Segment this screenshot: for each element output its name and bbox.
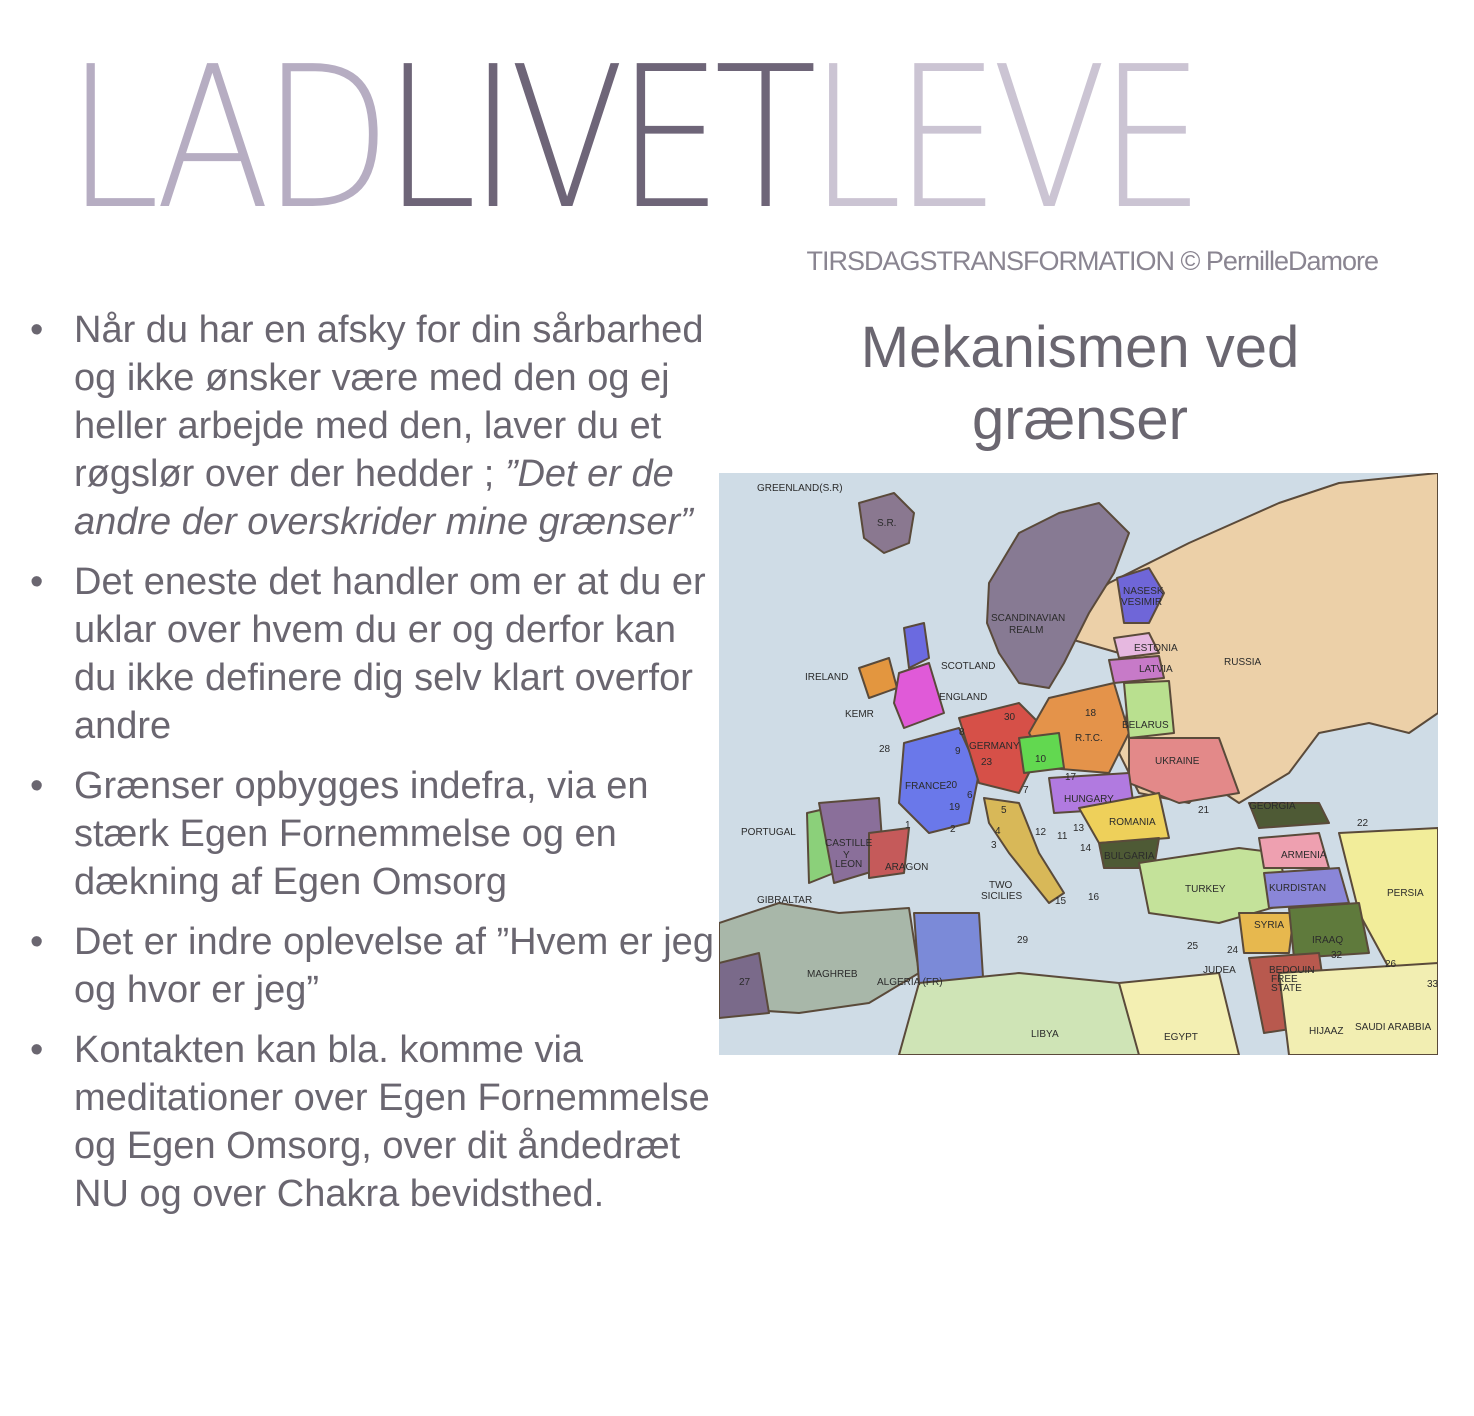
map-number: 20 (946, 780, 958, 791)
map-number: 1 (905, 820, 911, 831)
map-number: 13 (1073, 823, 1085, 834)
map-label: ENGLAND (939, 692, 988, 703)
bullet-dot: • (30, 1029, 44, 1071)
bullet-text: Grænser opbygges indefra, via en stærk Egen Fornemmelse og en dækning af Egen Omsorg (74, 765, 649, 903)
map-number: 9 (955, 746, 961, 757)
map-label: FREE (1271, 974, 1298, 985)
map-label: FRANCE (905, 781, 947, 792)
map-label: R.T.C. (1075, 733, 1103, 744)
region-iraaq (1289, 903, 1369, 958)
bullet-dot: • (30, 309, 44, 351)
map-label: IRELAND (805, 672, 849, 683)
bullet-item (30, 558, 720, 750)
map-number: 24 (1227, 945, 1239, 956)
map-number: 22 (1357, 818, 1369, 829)
logo-leve: LEVE (808, 25, 1197, 253)
bullet-dot: • (30, 765, 44, 807)
map-label: HIJAAZ (1309, 1026, 1344, 1037)
map-number: 29 (1017, 935, 1029, 946)
map-number: 8 (959, 727, 965, 738)
map-number: 18 (1085, 708, 1097, 719)
map-number: 19 (949, 802, 961, 813)
map-label: MAGHREB (807, 969, 858, 980)
map-label: LEON (835, 859, 863, 870)
region-syria (1239, 913, 1294, 953)
map-number: 4 (995, 826, 1001, 837)
map-label: SAUDI ARABBIA (1355, 1022, 1432, 1033)
map-number: 14 (1080, 843, 1092, 854)
map-number: 5 (1001, 805, 1007, 816)
region-bohemia (1019, 733, 1064, 773)
map-label: SCANDINAVIAN (991, 613, 1066, 624)
map-label: GEORGIA (1249, 801, 1296, 812)
map-label: ARAGON (885, 862, 929, 873)
map-number: 3 (991, 840, 997, 851)
map-label: GERMANY (969, 741, 1020, 752)
map-number: 11 (1057, 831, 1068, 842)
map-label: PORTUGAL (741, 827, 796, 838)
map-number: 27 (739, 977, 751, 988)
bullet-text: Det eneste det handler om er at du er uklar over hvem du er og derfor kan du ikke definere dig selv klart overfor andre (74, 561, 706, 747)
map-label: NASESK (1123, 586, 1164, 597)
map-label: GREENLAND(S.R) (757, 483, 843, 494)
map-number: 2 (950, 824, 956, 835)
map-number: 21 (1198, 805, 1210, 816)
map-label: SYRIA (1254, 920, 1285, 931)
bullet-dot: • (30, 921, 44, 963)
map-label: CASTILLE (825, 838, 873, 849)
bullet-item (30, 1026, 720, 1218)
logo-livet: LIVET (383, 25, 809, 253)
bullet-text: Det er indre oplevelse af ”Hvem er jeg og hvor er jeg” (74, 921, 714, 1011)
map-number: 23 (981, 757, 993, 768)
map-number: 12 (1035, 827, 1047, 838)
map-label: REALM (1009, 625, 1044, 636)
section-title: Mekanismen ved grænser (860, 315, 1300, 452)
map-label: ALGERIA (FR) (877, 977, 943, 988)
map-label: LIBYA (1031, 1029, 1059, 1040)
tagline: TIRSDAGSTRANSFORMATION © PernilleDamore (806, 246, 1378, 276)
bullet-dot: • (30, 561, 44, 603)
map-label: BELARUS (1122, 720, 1169, 731)
map-number: 17 (1065, 772, 1077, 783)
map-label: TURKEY (1185, 884, 1226, 895)
site-logo (66, 25, 1210, 253)
region-scotland (904, 623, 929, 668)
map-number: 16 (1088, 892, 1100, 903)
map-number: 30 (1004, 712, 1016, 723)
map-label: SICILIES (981, 891, 1023, 902)
map-number: 15 (1055, 896, 1067, 907)
bullet-text: Kontakten kan bla. komme via meditationer over Egen Fornemmelse og Egen Omsorg, over dit åndedræt NU og over Chakra bevidsthed. (74, 1029, 710, 1215)
map-label: Y (843, 850, 850, 861)
map-number: 28 (879, 744, 891, 755)
map-label: LATVIA (1139, 664, 1173, 675)
map-label: KEMR (845, 709, 874, 720)
map-label: SCOTLAND (941, 661, 996, 672)
map-label: BULGARIA (1104, 851, 1155, 862)
map-label: ARMENIA (1281, 850, 1327, 861)
map-label: KURDISTAN (1269, 883, 1327, 894)
europe-map (719, 473, 1438, 1055)
bullet-item (30, 762, 720, 906)
map-label: ROMANIA (1109, 817, 1156, 828)
map-label: HUNGARY (1064, 794, 1114, 805)
map-label: EGYPT (1164, 1032, 1198, 1043)
map-label: BEDOUIN (1269, 965, 1315, 976)
map-number: 6 (967, 790, 973, 801)
region-saudi (1279, 963, 1438, 1055)
map-label: RUSSIA (1224, 657, 1262, 668)
map-number: 10 (1035, 754, 1047, 765)
map-label: UKRAINE (1155, 756, 1200, 767)
map-number: 32 (1331, 950, 1343, 961)
region-ireland (859, 658, 897, 698)
bullet-list (30, 306, 720, 1230)
map-label: GIBRALTAR (757, 895, 813, 906)
bullet-text: Når du har en afsky for din sårbarhed og ikke ønsker være med den og ej heller arbejde med den, laver du et røgslør over der hedder ; (74, 309, 704, 495)
bullet-item (30, 918, 720, 1014)
map-label: JUDEA (1203, 965, 1236, 976)
bullet-quote: ”Det er de andre der overskrider mine grænser” (74, 453, 693, 543)
map-label: ESTONIA (1134, 643, 1178, 654)
map-label: S.R. (877, 518, 897, 529)
map-drawing (719, 473, 1438, 1055)
region-england (894, 663, 944, 728)
map-number: 7 (1023, 785, 1029, 796)
logo-lad: LAD (66, 25, 384, 253)
map-label: TWO (989, 880, 1013, 891)
map-label: IRAAQ (1312, 935, 1344, 946)
map-number: 33 (1427, 979, 1438, 990)
map-label: PERSIA (1387, 888, 1424, 899)
map-label: STATE (1271, 983, 1302, 994)
map-number: 26 (1385, 959, 1397, 970)
map-number: 25 (1187, 941, 1199, 952)
map-label: VESIMIR (1121, 597, 1163, 608)
bullet-item (30, 306, 720, 546)
